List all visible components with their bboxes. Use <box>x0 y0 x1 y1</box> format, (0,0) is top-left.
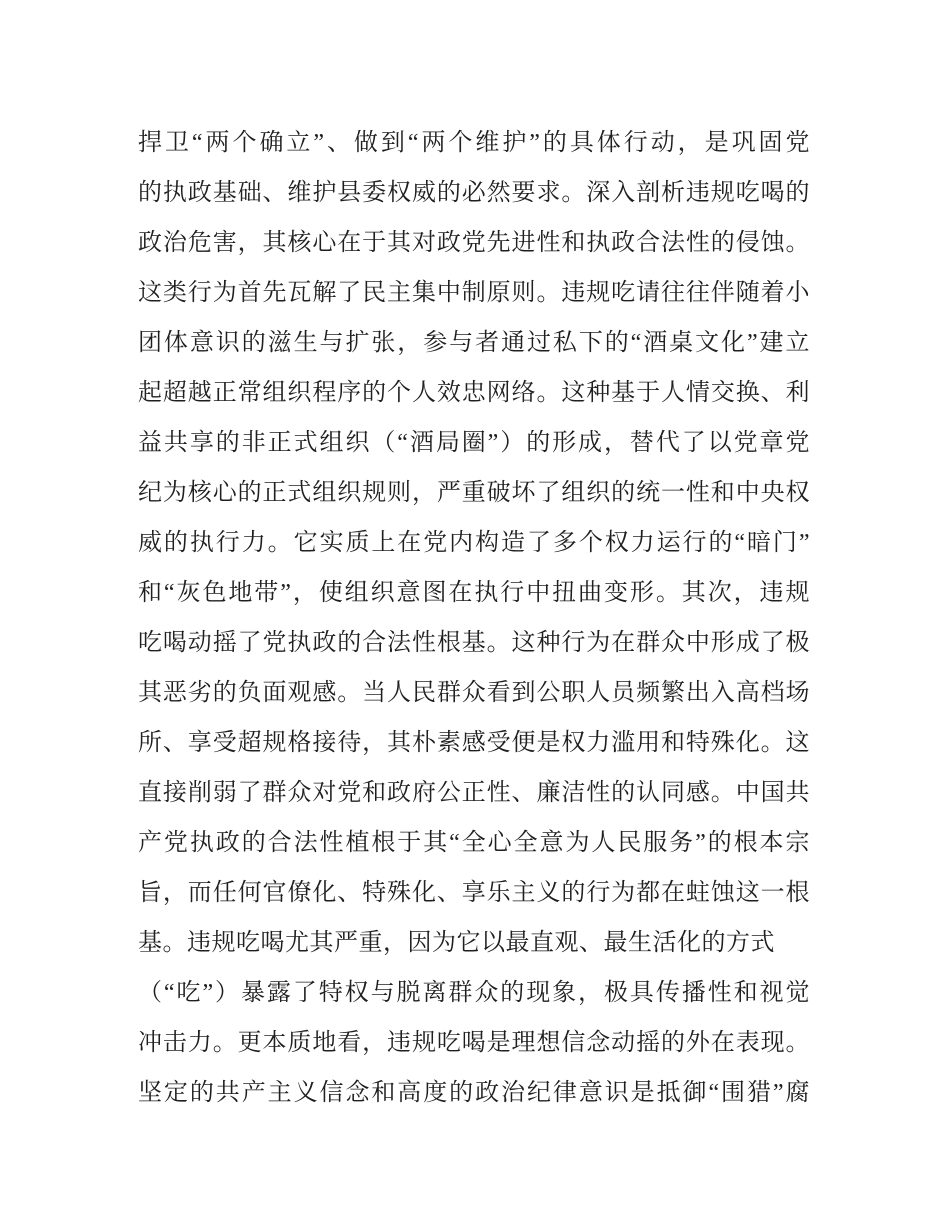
text-line: 所、享受超规格接待，其朴素感受便是权力滥用和特殊化。这 <box>138 730 810 756</box>
text-line: 旨，而任何官僚化、特殊化、享乐主义的行为都在蛀蚀这一根 <box>138 880 810 906</box>
text-line: 团体意识的滋生与扩张，参与者通过私下的“酒桌文化”建立 <box>138 330 810 356</box>
text-line: 捍卫“两个确立”、做到“两个维护”的具体行动，是巩固党 <box>138 130 810 156</box>
text-line: 其恶劣的负面观感。当人民群众看到公职人员频繁出入高档场 <box>138 680 810 706</box>
text-line: 和“灰色地带”，使组织意图在执行中扭曲变形。其次，违规 <box>138 580 810 606</box>
text-line: 政治危害，其核心在于其对政党先进性和执政合法性的侵蚀。 <box>138 230 810 256</box>
text-line: 这类行为首先瓦解了民主集中制原则。违规吃请往往伴随着小 <box>138 280 810 306</box>
text-line: 的执政基础、维护县委权威的必然要求。深入剖析违规吃喝的 <box>138 180 810 206</box>
text-line: （“吃”）暴露了特权与脱离群众的现象，极具传播性和视觉 <box>138 980 810 1006</box>
text-line: 直接削弱了群众对党和政府公正性、廉洁性的认同感。中国共 <box>138 780 810 806</box>
text-line: 起超越正常组织程序的个人效忠网络。这种基于人情交换、利 <box>138 380 810 406</box>
text-line: 纪为核心的正式组织规则，严重破坏了组织的统一性和中央权 <box>138 480 810 506</box>
text-line: 益共享的非正式组织（“酒局圈”）的形成，替代了以党章党 <box>138 430 810 456</box>
text-line: 产党执政的合法性植根于其“全心全意为人民服务”的根本宗 <box>138 830 810 856</box>
text-line: 威的执行力。它实质上在党内构造了多个权力运行的“暗门” <box>138 530 810 556</box>
text-line: 冲击力。更本质地看，违规吃喝是理想信念动摇的外在表现。 <box>138 1030 810 1056</box>
document-page <box>138 118 810 1118</box>
text-line: 基。违规吃喝尤其严重，因为它以最直观、最生活化的方式 <box>138 930 775 956</box>
text-line: 坚定的共产主义信念和高度的政治纪律意识是抵御“围猎”腐 <box>138 1080 810 1106</box>
text-line: 吃喝动摇了党执政的合法性根基。这种行为在群众中形成了极 <box>138 630 810 656</box>
